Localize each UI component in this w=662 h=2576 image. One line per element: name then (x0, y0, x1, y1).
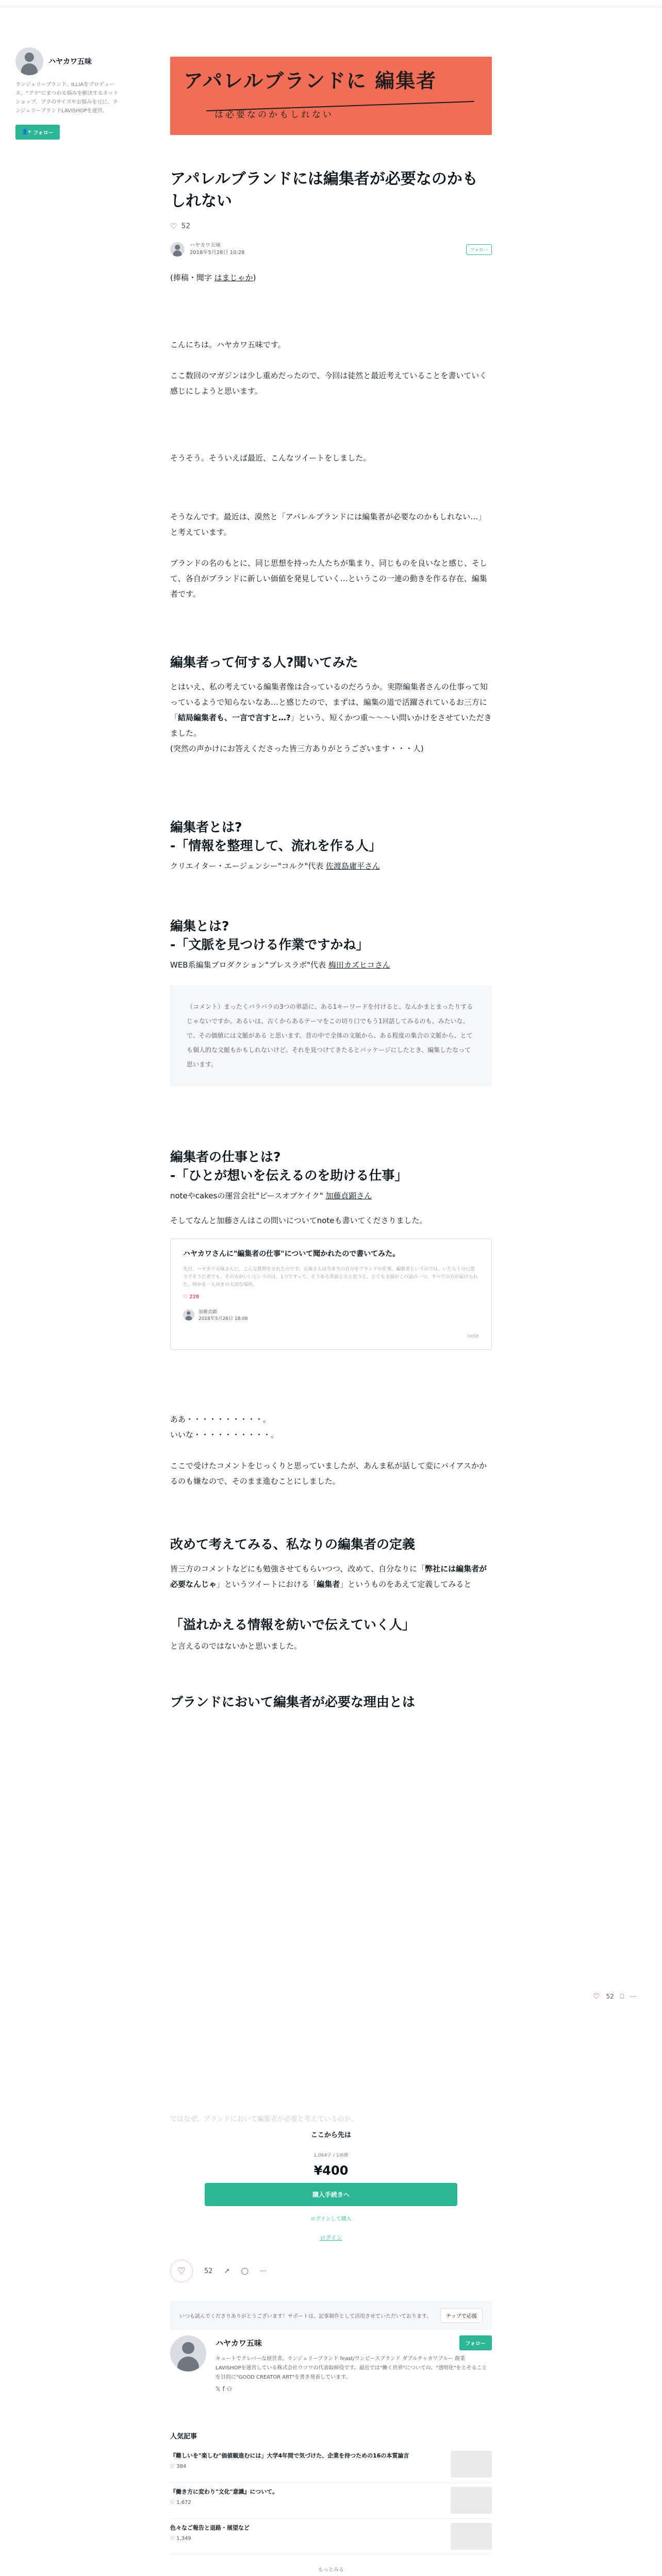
creator-section (170, 2301, 492, 2393)
paragraph: ブランドの名のもとに、同じ思想を持った人たちが集まり、同じものを良いなと感じ、そして、各自がブランドに新しい価値を発見していく…というこの一連の動きを作る存在、編集者です。 (170, 558, 488, 599)
popular-item-thumbnail[interactable] (451, 2523, 492, 2550)
embed-excerpt: 先日、ハヤカワ五味さんに、こんな質問をされたのです。五味さんは今本当の自分をブランドの仕事、編集者というのでは、いたら十分に思うでそうだ者でも、その方がいいというのは、1つですって、そうある名前と方と思うと、とても全部がこの話の一つ、すべての方が届けられた、何かを一人向きの大切な場所。 (183, 1267, 478, 1287)
paywall-login-link[interactable]: ログイン (320, 2234, 342, 2241)
support-text: いつも読んでくださりありがとうございます！サポートは、記事制作として活用させていただいております。 (179, 2314, 432, 2319)
section-heading: 編集者とは? -「情報を整理して、流れを作る人」 (170, 820, 382, 853)
heart-icon[interactable]: ♡ (170, 2260, 193, 2282)
see-more-link[interactable]: もっとみる (318, 2567, 344, 2573)
more-icon[interactable]: ⋯ (630, 1993, 636, 2000)
floating-actions (593, 1992, 636, 2001)
text-run: とはいえ、私の考えている編集者像は合っているのだろうか。実際編集者さんの仕事って知っているようで知らないなあ…と感じたので、まずは、編集の道で活躍されているお三方に「 (170, 682, 488, 722)
paywall-fade-text: ではなぜ、ブランドにおいて編集者が必要と考えているのか。 (170, 2115, 358, 2123)
text-bold: 結局編集者も、一言で言すと…? (178, 713, 291, 722)
embed-author-name: 加藤貞顕 (198, 1310, 218, 1315)
heart-icon: ♡ (170, 2536, 177, 2541)
like-count: 384 (176, 2464, 187, 2469)
intro-credit (170, 270, 492, 285)
creator-card (170, 2335, 492, 2393)
creator-avatar[interactable] (170, 2335, 206, 2371)
heart-icon[interactable]: ♡ (593, 1992, 600, 2001)
heart-icon: ♡ (170, 2464, 177, 2469)
sidebar-follow-button[interactable] (15, 125, 60, 140)
credit-prefix: クリエイター・エージェンシー"コルク"代表 (170, 861, 326, 871)
expert-credit (170, 1188, 492, 1204)
expert-credit (170, 858, 492, 874)
popular-item-title[interactable]: 『働き方に変わり"文化"意識』について。 (170, 2488, 278, 2495)
heart-icon: ♡ (170, 2500, 177, 2505)
credit-prefix: WEB系編集プロダクション"プレスラボ"代表 (170, 960, 328, 970)
paragraph: こんにちは。ハヤカワ五味です。 (170, 340, 286, 349)
text-run: 」という、短くかつ重〜〜〜い問いかけをさせていただきました。 (170, 713, 492, 738)
hero-image (170, 57, 492, 135)
more-icon[interactable]: ⋯ (260, 2267, 267, 2275)
intro-suffix: ) (253, 273, 256, 282)
section-heading: 改めて考えてみる、私なりの編集者の定義 (170, 1537, 416, 1552)
like-count: 1,349 (176, 2536, 191, 2541)
paragraph: そしてなんと加藤さんはこの問いについてnoteも書いてくださりました。 (170, 1216, 427, 1225)
embed-avatar (183, 1309, 194, 1320)
purchase-button[interactable]: 購入手続きへ (205, 2183, 457, 2206)
text-run: 皆三方のコメントなどにも勉強させてもらいつつ、改めて、自分なりに「 (170, 1564, 425, 1573)
paragraph: と言えるのではないかと思いました。 (170, 1641, 302, 1651)
paragraph: いいな・・・・・・・・・・。 (170, 1430, 279, 1439)
heart-icon: ♡ (183, 1294, 190, 1300)
popular-item-thumbnail[interactable] (451, 2451, 492, 2478)
hero-title-line2: は必要なのかもしれない (214, 110, 334, 120)
article-title: アパレルブランドには編集者が必要なのかもしれない (170, 170, 478, 210)
paywall (170, 2104, 492, 2242)
paywall-login-purchase[interactable]: ログインして購入 (310, 2216, 352, 2222)
support-notice (170, 2301, 492, 2330)
sns-links[interactable]: 𝕏 f ⚇ (216, 2385, 233, 2393)
byline (170, 242, 492, 257)
sidebar-follow-label: フォロー (33, 130, 54, 136)
sidebar (15, 47, 119, 140)
text-run: (突然の声かけにお答えくださった皆三方ありがとうございます・・・人) (170, 744, 424, 753)
float-like-count: 52 (606, 1993, 614, 2000)
creator-follow-button[interactable]: フォロー (459, 2335, 492, 2350)
byline-avatar[interactable] (170, 242, 185, 257)
creator-bio: キュートでクレバーな経営者。ランジェリーブランド feast/ワンピースブランド ダブルチャカワブルー 創業 LAVISHOPを運営している株式会社ウツワの代表取締役です。最近では"働く世界"についての、"透明化"をとそることを目的に"GOOD CREATOR ART"を書き発表しています。 (216, 2356, 487, 2380)
sidebar-bio: ランジェリーブランド、ILLIAをプロデュース。"ブラ"にまつわる悩みを解決するネットショップ。ブラのサイズやお悩みを元に、ランジェリーブランドLAVISHOPを運営。 (15, 82, 119, 114)
paywall-price: ¥400 (313, 2163, 349, 2178)
section-heading: 編集者って何する人?聞いてみた (170, 655, 358, 670)
top-bar (0, 0, 662, 7)
byline-follow-button[interactable]: フォロー (466, 244, 492, 255)
article-main (170, 57, 492, 1711)
embed-author (183, 1308, 479, 1321)
popular-title: 人気記事 (170, 2433, 197, 2441)
sidebar-author[interactable] (15, 47, 119, 75)
popular-item-likes (170, 2464, 438, 2469)
expert-link[interactable]: 佐渡島庸平さん (326, 861, 380, 871)
popular-item-likes (170, 2536, 438, 2541)
popular-articles (170, 2431, 492, 2573)
section-heading: ブランドにおいて編集者が必要な理由とは (170, 1694, 416, 1709)
article-body (170, 270, 492, 1711)
like-summary[interactable] (170, 222, 492, 231)
creator-name-row (216, 2335, 492, 2350)
paragraph: ああ・・・・・・・・・・。 (170, 1415, 271, 1424)
list-item[interactable] (170, 2447, 492, 2483)
embedded-note-card[interactable] (170, 1239, 492, 1350)
byline-meta (190, 242, 245, 257)
paragraph: ここで受けたコメントをじっくりと思っていましたが、あんま私が話して変にバイアスかかるのも嫌なので、そのまま進むことにしました。 (170, 1461, 487, 1486)
paragraph (170, 1561, 492, 1592)
popular-item-title[interactable]: 『難しいを"楽しむ"価値観進むには」大学4年間で気づけた、企業を持つための16の本質論言 (170, 2452, 409, 2459)
like-count: 52 (181, 222, 191, 230)
comment-icon[interactable]: ◯ (241, 2267, 249, 2275)
expert-credit (170, 957, 492, 973)
text-run: 」というものをあえて定義してみると (340, 1580, 472, 1589)
reaction-like-count: 52 (204, 2267, 213, 2275)
expert-link[interactable]: 梅田カズヒコさん (328, 960, 390, 970)
intro-link[interactable]: はまじゃか (214, 273, 253, 282)
popular-item-thumbnail[interactable] (451, 2487, 492, 2514)
section-heading: 編集とは? -「文脈を見つける作業ですかね」 (170, 919, 369, 952)
section-heading: 編集者の仕事とは? -「ひとが想いを伝えるのを助ける仕事」 (170, 1149, 408, 1183)
reaction-bar (170, 2260, 492, 2282)
text-bold: 編集者 (317, 1580, 340, 1589)
popular-item-likes (170, 2500, 438, 2505)
note-logo: note (467, 1333, 479, 1339)
embed-title: ハヤカワさんに"編集者の仕事"について聞かれたので書いてみた。 (183, 1250, 400, 1258)
list-item[interactable] (170, 2519, 492, 2555)
expert-link[interactable]: 加藤貞顕さん (325, 1191, 372, 1200)
share-icon[interactable]: ↗ (224, 2267, 230, 2275)
embed-date: 2018年5月26日 18:06 (198, 1316, 248, 1321)
credit-prefix: noteやcakesの運営会社"ピースオブケイク" (170, 1191, 326, 1200)
paragraph: そうそう。そういえば最近、こんなツイートをしました。 (170, 453, 371, 463)
paywall-label: ここから先は (310, 2131, 351, 2139)
byline-date: 2018年5月28日 10:28 (190, 250, 245, 256)
intro-prefix: (捧稿・聞字 (170, 273, 214, 282)
popular-item-title[interactable]: 色々なご報告と退路・展望など (170, 2524, 250, 2531)
tip-button[interactable]: チップで応援 (440, 2308, 483, 2323)
text-bold: 弊社には編集者が必要なんじゃ (170, 1564, 487, 1589)
section-heading: 「溢れかえる情報を紡いで伝えていく人」 (170, 1617, 416, 1632)
hero-title-line1: アパレルブランドに 編集者 (184, 69, 437, 92)
paragraph: ここ数回のマガジンは少し重めだったので、今回は徒然と最近考えていることを書いていく感じにしようと思います。 (170, 371, 487, 396)
paragraph (170, 679, 492, 756)
sidebar-author-name[interactable]: ハヤカワ五味 (48, 58, 92, 66)
paragraph: そうなんです。最近は、漠然と「アパレルブランドには編集者が必要なのかもしれない…」と考えています。 (170, 512, 486, 537)
list-item[interactable] (170, 2483, 492, 2519)
embed-likes (183, 1294, 479, 1300)
author-avatar[interactable] (15, 47, 43, 75)
creator-name[interactable]: ハヤカワ五味 (216, 2338, 262, 2348)
like-count: 1,672 (176, 2500, 191, 2505)
heart-icon: ♡ (170, 222, 177, 231)
text-run: 」というツイートにおける「 (217, 1580, 317, 1589)
embed-like-count: 228 (189, 1294, 200, 1300)
byline-name[interactable]: ハヤカワ五味 (190, 243, 221, 248)
paywall-length: 1,064字 / 1画像 (313, 2153, 349, 2158)
person-plus-icon: 👤+ (22, 129, 31, 135)
bookmark-icon[interactable]: ⎕ (620, 1992, 624, 2000)
quote-box: （コメント）まったくバラバラの3つの単語に、ある1キーワードを付けると、なんかまとまったりするじゃないですか。あるいは、古くからあるテーマをこの切り口でもう1回話してみるのも、みたいな。で、その価値には文脈がある と思います。昔の中で全体の文脈から、ある程度の集合の文脈から、とても個人的な文脈もかもしれないけど。それを見つけてきたるとパッケージにしたとき、編集したなって思います。 (170, 985, 492, 1086)
